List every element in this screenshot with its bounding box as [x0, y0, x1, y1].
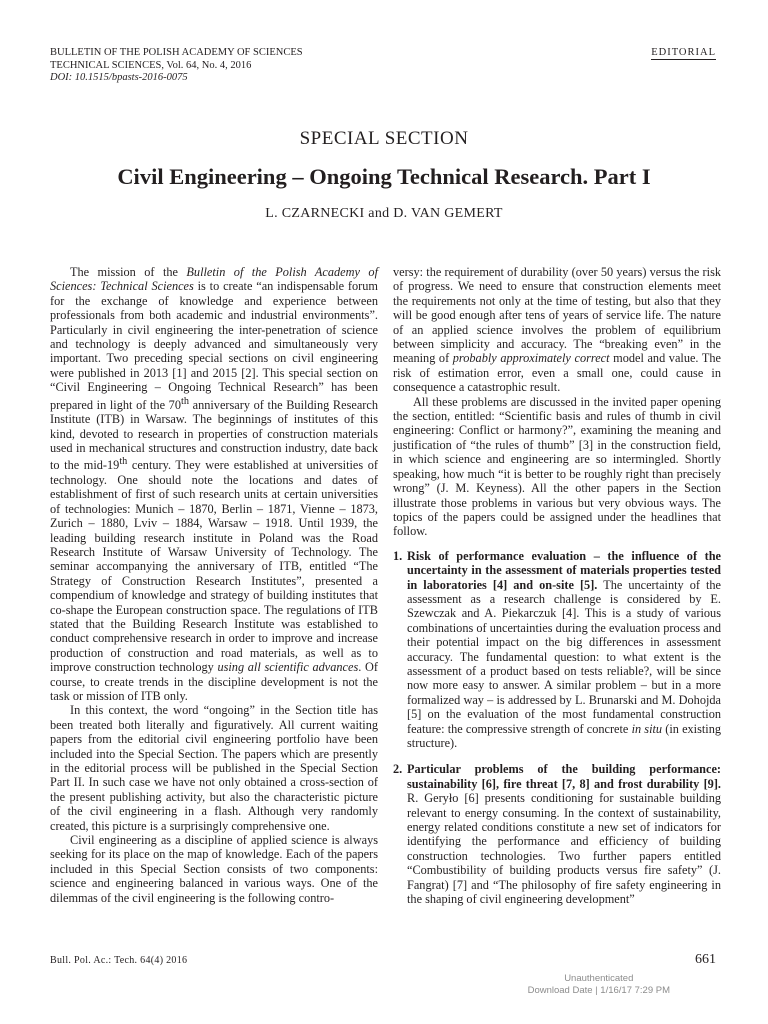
journal-header [50, 47, 303, 85]
doi: DOI: 10.1515/bpasts-2016-0075 [50, 72, 188, 83]
paragraph: Civil engineering as a discipline of applied science is always seeking for its place on the map of knowledge. Each of the papers included in this Special Section consists of two components: science and engineering balanced in various ways. One of the dilemmas of the civil engineering is the following contro- [50, 833, 378, 905]
journal-name: BULLETIN OF THE POLISH ACADEMY OF SCIENCES [50, 47, 303, 58]
authors: L. CZARNECKI and D. VAN GEMERT [265, 206, 503, 221]
journal-series: TECHNICAL SCIENCES, Vol. 64, No. 4, 2016 [50, 59, 252, 71]
paragraph: versy: the requirement of durability (over 50 years) versus the risk of progress. We need to ensure that construction elements meet the requirements not only at the time of testing, but also that they will be good enough after tens of years of service life. The nature of an applied science involves the problem of equilibrium between simplicity and accuracy. The “breaking even” in the meaning of probably approximately correct model and value. The risk of estimation error, even a small one, could cause in consequence a catastrophic result. [393, 265, 721, 395]
footer-citation: Bull. Pol. Ac.: Tech. 64(4) 2016 [50, 955, 188, 966]
list-item: 2. Particular problems of the building performance: sustainability [6], fire threat [7, 8] and frost durability [9]. R. Geryło [6] presents conditioning for sustainable building relevant to energy consuming. In the context of sustainability, energy related conditions constitute a new set of indicators for identifying the performance and efficiency of building construction technologies. Two further papers entitled “Combustibility of building products versus fire safety” (J. Fangrat) [7] and “The philosophy of fire safety engineering in the shaping of civil engineering development” [393, 762, 721, 907]
section-heading: SPECIAL SECTION [299, 128, 469, 149]
paragraph: In this context, the word “ongoing” in the Section title has been treated both literally and figuratively. All current waiting papers from the editorial civil engineering portfolio have been included into the Special Section. The papers which are presently in the editorial process will be published in the Special Section Part II. In such case we have not only obtained a cross-section of the present publishing activity, but also the characteristic picture of the civil engineering in a flash. Although very randomly created, this picture is a surprisingly comprehensive one. [50, 703, 378, 833]
paragraph: All these problems are discussed in the invited paper opening the section, entitled: “Scientific basis and rules of thumb in civil engineering: Conflict or harmony?”, examining the meaning and justification of “the rules of thumb” [3] in the construction field, in which science and engineering are so intermingled. Shortly speaking, how much “it is better to be roughly right than precisely wrong” (J. M. Keyness). All the other papers in the Section illustrate those problems in various but very obvious ways. The topics of the papers could be assigned under the headlines that follow. [393, 394, 721, 539]
topic-list [393, 549, 721, 907]
article-title: Civil Engineering – Ongoing Technical Research. Part I [117, 164, 651, 189]
section-tag: EDITORIAL [651, 47, 716, 58]
list-item: 1. Risk of performance evaluation – the influence of the uncertainty in the assessment of materials properties tested in laboratories [4] and on-site [5]. The uncertainty of the assessment as a research challenge is considered by E. Szewczak and A. Piekarczuk [4]. This is a study of various combinations of uncertainties during the evaluation process and their potential impact on the big differences in assessment accuracy. The fundamental question: to what extent is the assessment of a product based on tests reliable?, will be since now more easy to answer. A similar problem – but in a more formalized way – is addressed by L. Brunarski and M. Dohojda [5] on the evaluation of the most fundamental construction feature: the compressive strength of concrete in situ (in existing structure). [393, 548, 722, 750]
left-column [50, 265, 378, 905]
page-number: 661 [695, 952, 716, 967]
right-column [393, 265, 721, 918]
paragraph: The mission of the Bulletin of the Polish Academy of Sciences: Technical Sciences is to create “an indispensable forum for the exchange of knowledge and experience between professionals from both academic and industrial environments”. Particularly in civil engineering the inter-penetration of science and technology is deeply advanced and simultaneously very important. Two preceding special sections on civil engineering were published in 2013 [1] and 2015 [2]. This special section on “Civil Engineering – Ongoing Technical Research” has been prepared in light of the 70th anniversary of the Building Research Institute (ITB) in Warsaw. The beginnings of institutes of this kind, devoted to research in properties of construction materials used in mechanical structures and construction industry, date back to the mid-19th century. They were established at universities of technology. One should note the locations and dates of establishment of first of such research units at certain universities of technologies: Munich – 1870, Berlin – 1871, Vienne – 1873, Zurich – 1880, Lviv – 1884, Warsaw – 1918. Until 1939, the leading building research institute in Poland was the Road Research Institute of Warsaw University of Technology. The seminar accompanying the anniversary of ITB, entitled “The Strategy of Construction Research Institutes”, presented a compendium of knowledge and strategy of building institutes that co-shape the European construction space. The regulations of ITB stated that the Building Research Institute was established to conduct comprehensive research in order to improve and increase production of construction and road materials, as well as to improve construction technology using all scientific advances. Of course, to create trends in the discipline development is not the task or mission of ITB only. [50, 265, 378, 703]
download-watermark: Unauthenticated Download Date | 1/16/17 7:29 PM [527, 973, 670, 996]
